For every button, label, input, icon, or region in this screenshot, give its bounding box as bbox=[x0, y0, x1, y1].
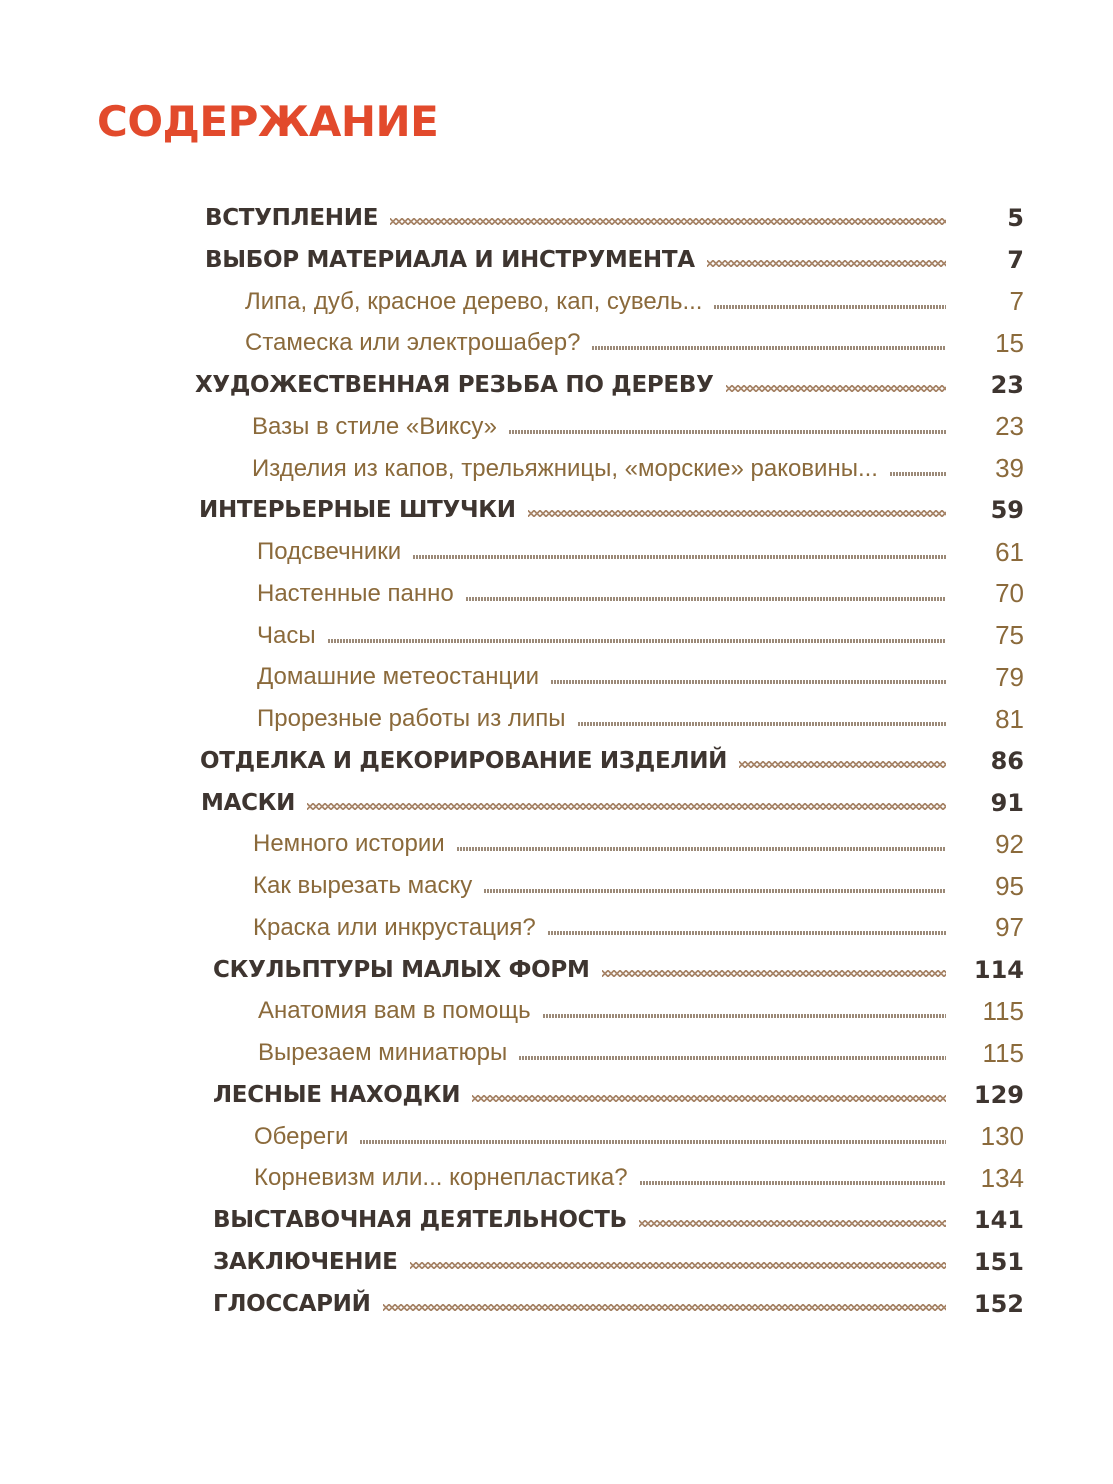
toc-entry-label: СКУЛЬПТУРЫ МАЛЫХ ФОРМ bbox=[213, 956, 590, 983]
dot-leader bbox=[639, 1220, 946, 1228]
toc-page-number: 5 bbox=[1007, 204, 1024, 232]
toc-entry-label: Немного истории bbox=[253, 830, 445, 858]
toc-page-number: 7 bbox=[1007, 245, 1024, 274]
dot-leader bbox=[410, 1262, 946, 1270]
toc-page-number: 115 bbox=[982, 1037, 1024, 1068]
toc-section-row bbox=[245, 284, 1024, 320]
toc-section-row bbox=[257, 576, 1024, 612]
toc-entry-label: Как вырезать маску bbox=[253, 872, 473, 899]
dot-leader bbox=[551, 678, 946, 684]
dot-leader bbox=[578, 720, 946, 726]
toc-entry-label: Прорезные работы из липы bbox=[257, 705, 566, 732]
toc-entry-label: Стамеска или электрошабер? bbox=[245, 329, 581, 357]
toc-entry-label: ИНТЕРЬЕРНЫЕ ШТУЧКИ bbox=[199, 497, 516, 524]
toc-page-number: 151 bbox=[973, 1247, 1024, 1276]
toc-entry-label: Анатомия вам в помощь bbox=[258, 997, 531, 1025]
dot-leader bbox=[472, 1095, 946, 1103]
toc-page-number: 59 bbox=[990, 496, 1024, 525]
toc-chapter-row bbox=[201, 785, 1024, 821]
toc-entry-label: Обереги bbox=[254, 1122, 349, 1150]
dot-leader bbox=[328, 637, 946, 643]
toc-chapter-row bbox=[199, 492, 1024, 528]
toc-entry-label: Корневизм или... корнепластика? bbox=[254, 1164, 628, 1192]
dot-leader bbox=[360, 1138, 946, 1144]
dot-leader bbox=[890, 470, 946, 476]
dot-leader bbox=[739, 761, 946, 769]
dot-leader bbox=[466, 595, 946, 601]
toc-chapter-row bbox=[195, 367, 1024, 403]
toc-section-row bbox=[253, 868, 1024, 904]
toc-page-number: 15 bbox=[995, 327, 1024, 358]
toc-page-number: 114 bbox=[973, 955, 1024, 984]
toc-entry-label: ВЫБОР МАТЕРИАЛА И ИНСТРУМЕНТА bbox=[205, 246, 695, 273]
dot-leader bbox=[383, 1304, 946, 1312]
toc-entry-label: ХУДОЖЕСТВЕННАЯ РЕЗЬБА ПО ДЕРЕВУ bbox=[195, 372, 714, 398]
toc-page-number: 86 bbox=[990, 746, 1024, 775]
dot-leader bbox=[707, 260, 946, 268]
toc-entry-label: МАСКИ bbox=[201, 789, 296, 816]
toc-chapter-row bbox=[213, 1244, 1024, 1280]
toc-section-row bbox=[257, 701, 1024, 737]
dot-leader bbox=[457, 845, 946, 851]
dot-leader bbox=[390, 218, 946, 226]
dot-leader bbox=[519, 1054, 946, 1060]
toc-page-number: 129 bbox=[973, 1080, 1024, 1109]
toc-entry-label: Подсвечники bbox=[257, 538, 402, 565]
toc-entry-label: ВЫСТАВОЧНАЯ ДЕЯТЕЛЬНОСТЬ bbox=[213, 1207, 627, 1233]
toc-entry-label: Часы bbox=[257, 621, 316, 649]
toc-entry-label: Домашние метеостанции bbox=[257, 663, 539, 691]
toc-entry-label: ВСТУПЛЕНИЕ bbox=[205, 205, 379, 231]
toc-section-row bbox=[258, 993, 1024, 1029]
dot-leader bbox=[602, 970, 946, 978]
toc-entry-label: Вазы в стиле «Виксу» bbox=[252, 412, 497, 440]
dot-leader bbox=[726, 385, 946, 393]
toc-page-number: 141 bbox=[973, 1206, 1024, 1234]
toc-chapter-row bbox=[213, 952, 1024, 988]
dot-leader bbox=[592, 344, 946, 350]
dot-leader bbox=[543, 1012, 946, 1018]
toc-page-number: 81 bbox=[995, 703, 1024, 734]
dot-leader bbox=[509, 428, 946, 434]
toc-entry-label: ЗАКЛЮЧЕНИЕ bbox=[213, 1248, 398, 1275]
toc-entry-label: ГЛОССАРИЙ bbox=[213, 1290, 371, 1317]
toc-page-number: 97 bbox=[995, 912, 1024, 943]
toc-chapter-row bbox=[213, 1202, 1024, 1238]
dot-leader bbox=[307, 803, 946, 811]
toc-chapter-row bbox=[200, 743, 1024, 779]
toc-page-number: 91 bbox=[990, 788, 1024, 817]
toc-page-number: 92 bbox=[995, 828, 1024, 859]
toc-entry-label: Вырезаем миниатюры bbox=[258, 1039, 508, 1066]
toc-page-number: 95 bbox=[995, 870, 1024, 901]
toc-page-number: 61 bbox=[995, 536, 1024, 567]
toc-section-row bbox=[252, 409, 1024, 445]
toc-chapter-row bbox=[213, 1077, 1024, 1113]
toc-page-number: 7 bbox=[1009, 286, 1024, 316]
toc-section-row bbox=[254, 1119, 1024, 1155]
toc-section-row bbox=[258, 1035, 1024, 1071]
toc-page-number: 134 bbox=[980, 1162, 1024, 1193]
toc-page-number: 23 bbox=[995, 411, 1024, 442]
page-title: СОДЕРЖАНИЕ bbox=[97, 97, 439, 146]
toc-entry-label: ЛЕСНЫЕ НАХОДКИ bbox=[213, 1081, 461, 1108]
toc-chapter-row bbox=[205, 242, 1024, 278]
toc-section-row bbox=[254, 1160, 1024, 1196]
toc-entry-label: Краска или инкрустация? bbox=[253, 913, 536, 941]
toc-section-row bbox=[257, 534, 1024, 570]
dot-leader bbox=[714, 303, 946, 309]
toc-chapter-row bbox=[205, 200, 1024, 236]
dot-leader bbox=[640, 1179, 946, 1185]
dot-leader bbox=[528, 510, 946, 518]
toc-page-number: 79 bbox=[995, 661, 1024, 692]
toc-section-row bbox=[253, 826, 1024, 862]
toc-entry-label: ОТДЕЛКА И ДЕКОРИРОВАНИЕ ИЗДЕЛИЙ bbox=[200, 747, 728, 774]
toc-page-number: 23 bbox=[990, 371, 1024, 399]
toc-entry-label: Изделия из капов, трельяжницы, «морские» раковины... bbox=[252, 454, 878, 482]
dot-leader bbox=[548, 929, 946, 935]
toc-page-number: 130 bbox=[980, 1121, 1024, 1151]
toc-entry-label: Липа, дуб, красное дерево, кап, сувель... bbox=[245, 287, 703, 315]
toc-page-number: 39 bbox=[995, 453, 1024, 483]
toc-section-row bbox=[252, 451, 1024, 487]
toc-page-number: 75 bbox=[995, 620, 1024, 650]
toc-page-number: 152 bbox=[973, 1289, 1024, 1318]
toc-section-row bbox=[245, 325, 1024, 361]
toc-entry-label: Настенные панно bbox=[257, 579, 454, 607]
toc-chapter-row bbox=[213, 1286, 1024, 1322]
toc-page-number: 70 bbox=[995, 578, 1024, 609]
toc-section-row bbox=[257, 659, 1024, 695]
dot-leader bbox=[413, 553, 946, 559]
toc-section-row bbox=[257, 618, 1024, 654]
toc-page-number: 115 bbox=[982, 995, 1024, 1026]
toc-section-row bbox=[253, 910, 1024, 946]
dot-leader bbox=[484, 887, 946, 893]
